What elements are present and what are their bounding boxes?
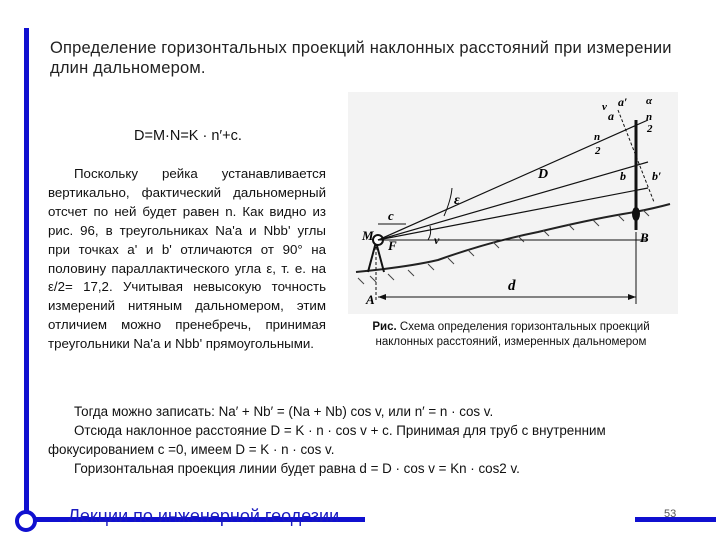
svg-text:M: M — [362, 228, 374, 243]
page-number: 53 — [664, 508, 677, 520]
paragraph-text: Поскольку рейка устанавливается вертикально, фактический дальномерный отсчет по ней будет равен n. Как видно из рис. 96, в треугольниках Na'a и Nbb' углы при точках а' и b' отличаются от 90° на половину параллактического угла ε, т. е. на ε/2= 17,2. Учитывая невысокую точность измерений нитяным дальномером, этим отличием можно пренебречь, принимая треугольники Na'a и Nbb' прямоугольными. — [48, 166, 326, 352]
svg-text:A: A — [366, 292, 375, 307]
svg-text:n: n — [594, 131, 601, 143]
conclusion-line-1: Тогда можно записать: Na′ + Nb′ = (Na + Nb) cos v, или n′ = n · cos v. — [74, 404, 494, 419]
svg-text:D: D — [538, 167, 549, 182]
svg-text:ε: ε — [454, 193, 460, 208]
formula: D=M·N=K · n′+c. — [134, 128, 242, 144]
slide-title: Определение горизонтальных проекций наклонных расстояний при измерении длин дальномером. — [50, 39, 672, 77]
svg-text:2: 2 — [595, 145, 601, 157]
corner-circle-icon — [15, 510, 37, 532]
svg-text:b′: b′ — [652, 169, 662, 183]
rangefinder-diagram — [348, 92, 678, 314]
svg-text:b: b — [620, 169, 626, 183]
conclusion-text — [48, 402, 688, 478]
conclusion-line-2: Отсюда наклонное расстояние D = K · n · cos v + c. Принимая для труб с внутренним фокусированием с =0, имеем D = K · n · cos v. — [48, 423, 606, 457]
svg-text:α: α — [646, 95, 653, 107]
svg-text:a: a — [608, 109, 614, 123]
svg-text:a′: a′ — [618, 95, 628, 109]
left-vertical-rule — [24, 28, 29, 522]
svg-text:F: F — [388, 238, 397, 253]
svg-text:d: d — [508, 278, 516, 294]
body-paragraph — [48, 165, 326, 354]
figure-caption — [352, 320, 670, 350]
caption-label: Рис. — [372, 321, 397, 333]
conclusion-line-3: Горизонтальная проекция линии будет равна d = D · cos v = Kn · cos2 v. — [74, 461, 520, 476]
caption-text: Схема определения горизонтальных проекций наклонных расстояний, измеренных дальномером — [375, 321, 650, 348]
svg-text:v: v — [602, 101, 607, 113]
svg-text:c: c — [388, 208, 394, 223]
svg-text:n: n — [646, 111, 653, 123]
footer-gap — [365, 510, 635, 530]
svg-text:v: v — [434, 233, 440, 247]
footer-course-title: Лекции по инженерной геодезии — [68, 506, 340, 526]
svg-text:B: B — [640, 230, 649, 245]
staff-foot — [632, 207, 640, 221]
svg-text:2: 2 — [647, 123, 653, 135]
